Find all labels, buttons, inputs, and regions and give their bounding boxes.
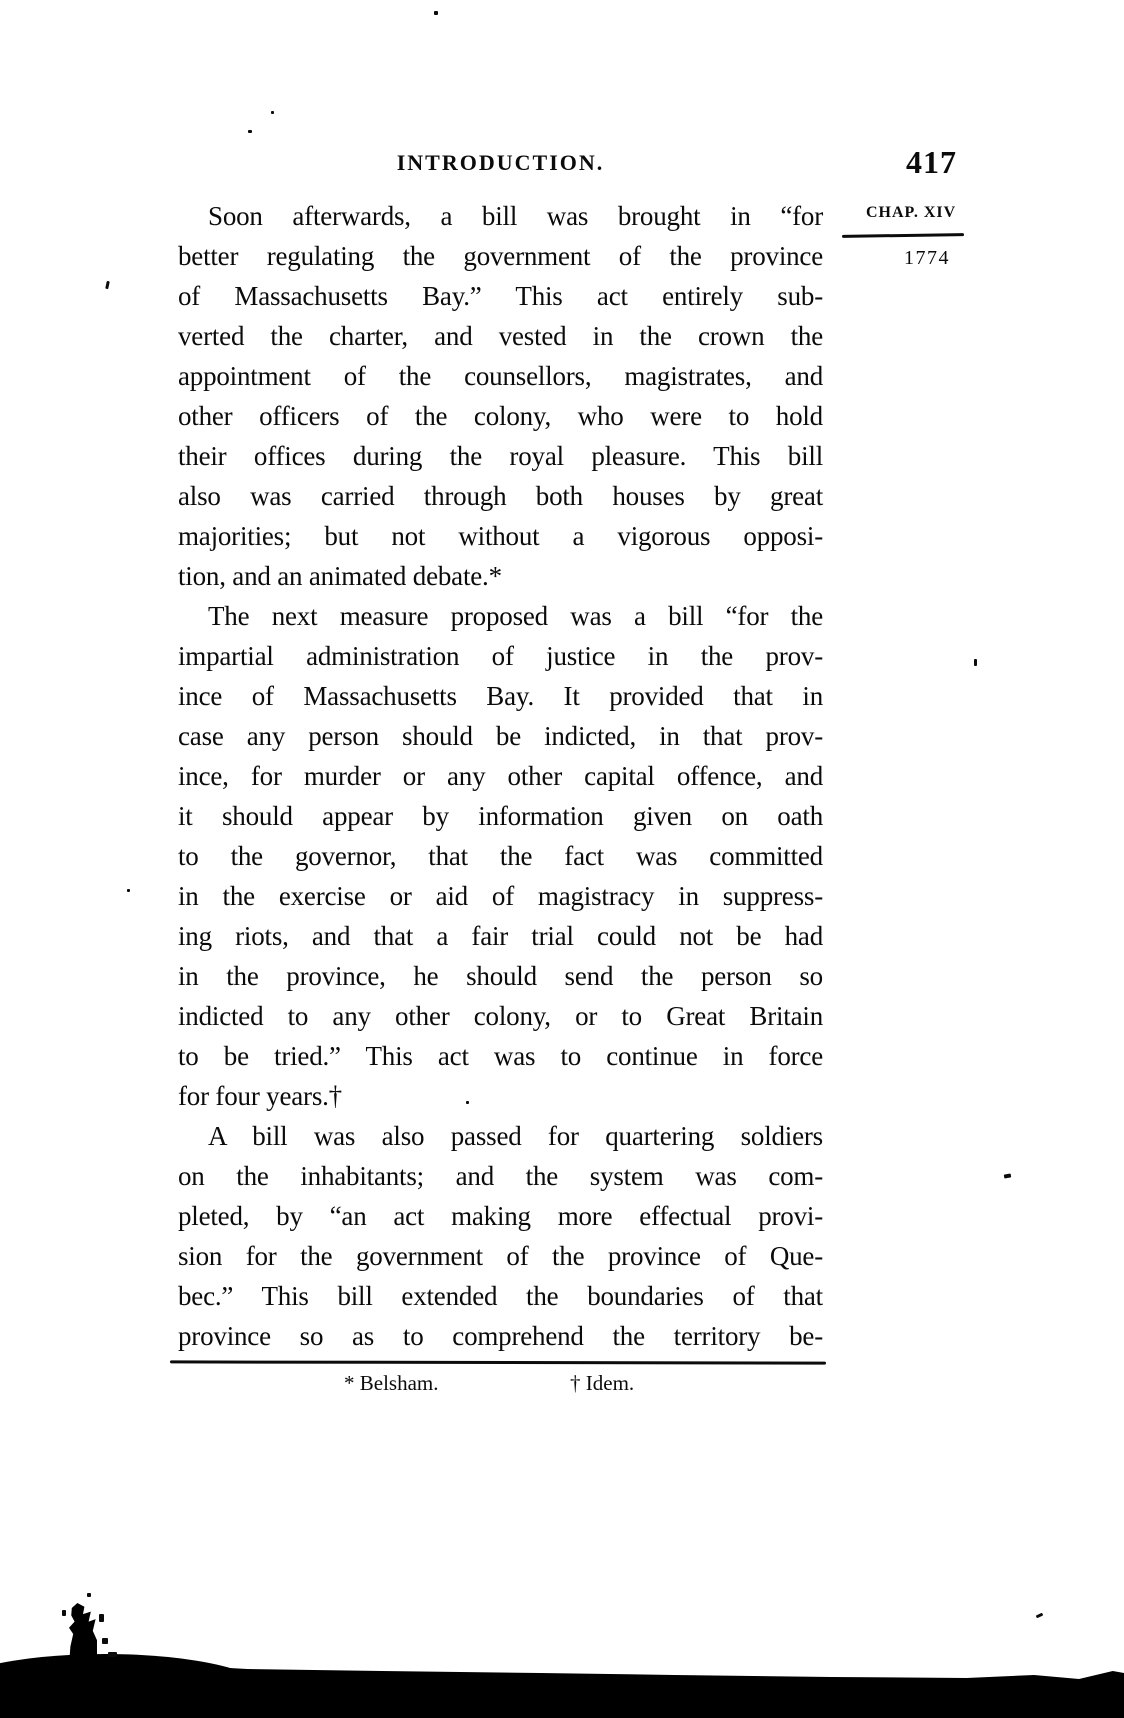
scan-speck bbox=[434, 11, 438, 15]
text-line: other officers of the colony, who were to hold bbox=[178, 401, 823, 431]
scan-speck bbox=[974, 659, 977, 666]
footnote-idem: † Idem. bbox=[570, 1371, 635, 1395]
text-line: A bill was also passed for quartering soldiers bbox=[208, 1121, 823, 1151]
text-line: it should appear by information given on oath bbox=[178, 801, 823, 831]
text-line: ince of Massachusetts Bay. It provided that in bbox=[178, 681, 823, 711]
text-line: Soon afterwards, a bill was brought in “for bbox=[208, 201, 823, 231]
text-line: sion for the government of the province of Que- bbox=[178, 1241, 823, 1271]
text-line: pleted, by “an act making more effectual provi- bbox=[178, 1201, 823, 1231]
scan-speck bbox=[105, 281, 110, 289]
text-line: for four years.† bbox=[178, 1081, 342, 1111]
text-line: indicted to any other colony, or to Great Britain bbox=[178, 1001, 823, 1031]
text-line: impartial administration of justice in the prov- bbox=[178, 641, 823, 671]
footnote-rule bbox=[170, 1360, 826, 1364]
ink-blot-blob bbox=[69, 1603, 97, 1665]
text-line: in the province, he should send the person so bbox=[178, 961, 823, 991]
text-line: in the exercise or aid of magistracy in suppress- bbox=[178, 881, 823, 911]
text-line: verted the charter, and vested in the crown the bbox=[178, 321, 823, 351]
chapter-underline-rule bbox=[842, 233, 964, 238]
ink-fleck bbox=[108, 1652, 117, 1657]
running-head: INTRODUCTION. bbox=[396, 150, 605, 175]
ink-blot-band bbox=[0, 1660, 1124, 1718]
text-line: province so as to comprehend the territory be- bbox=[178, 1321, 823, 1351]
text-line: to the governor, that the fact was committed bbox=[178, 841, 823, 871]
text-line: to be tried.” This act was to continue in force bbox=[178, 1041, 823, 1071]
scan-speck bbox=[248, 130, 252, 133]
text-line: bec.” This bill extended the boundaries of that bbox=[178, 1281, 823, 1311]
scan-speck bbox=[466, 1101, 469, 1104]
scan-speck bbox=[271, 111, 274, 114]
page-number: 417 bbox=[906, 144, 957, 180]
text-line: appointment of the counsellors, magistrates, and bbox=[178, 361, 823, 391]
text-line: ing riots, and that a fair trial could not be had bbox=[178, 921, 823, 951]
text-line: majorities; but not without a vigorous opposi- bbox=[178, 521, 823, 551]
text-line: better regulating the government of the province bbox=[178, 241, 823, 271]
text-line: also was carried through both houses by great bbox=[178, 481, 823, 511]
text-line: tion, and an animated debate.* bbox=[178, 561, 502, 591]
ink-fleck bbox=[87, 1593, 91, 1597]
text-line: case any person should be indicted, in that prov- bbox=[178, 721, 823, 751]
footnote-belsham: * Belsham. bbox=[344, 1371, 439, 1395]
margin-chapter-note: CHAP. XIV bbox=[866, 204, 957, 221]
text-line: their offices during the royal pleasure. This bill bbox=[178, 441, 823, 471]
scan-speck bbox=[1036, 1613, 1044, 1619]
text-line: The next measure proposed was a bill “for the bbox=[208, 601, 823, 631]
scan-speck bbox=[127, 889, 130, 892]
ink-fleck bbox=[102, 1638, 108, 1644]
text-line: of Massachusetts Bay.” This act entirely sub- bbox=[178, 281, 823, 311]
text-line: ince, for murder or any other capital offence, and bbox=[178, 761, 823, 791]
margin-year-note: 1774 bbox=[904, 247, 950, 269]
ink-fleck bbox=[99, 1614, 104, 1622]
body-text bbox=[178, 196, 823, 1356]
text-line: on the inhabitants; and the system was com- bbox=[178, 1161, 823, 1191]
ink-fleck bbox=[62, 1610, 66, 1616]
scan-speck bbox=[1004, 1173, 1012, 1178]
